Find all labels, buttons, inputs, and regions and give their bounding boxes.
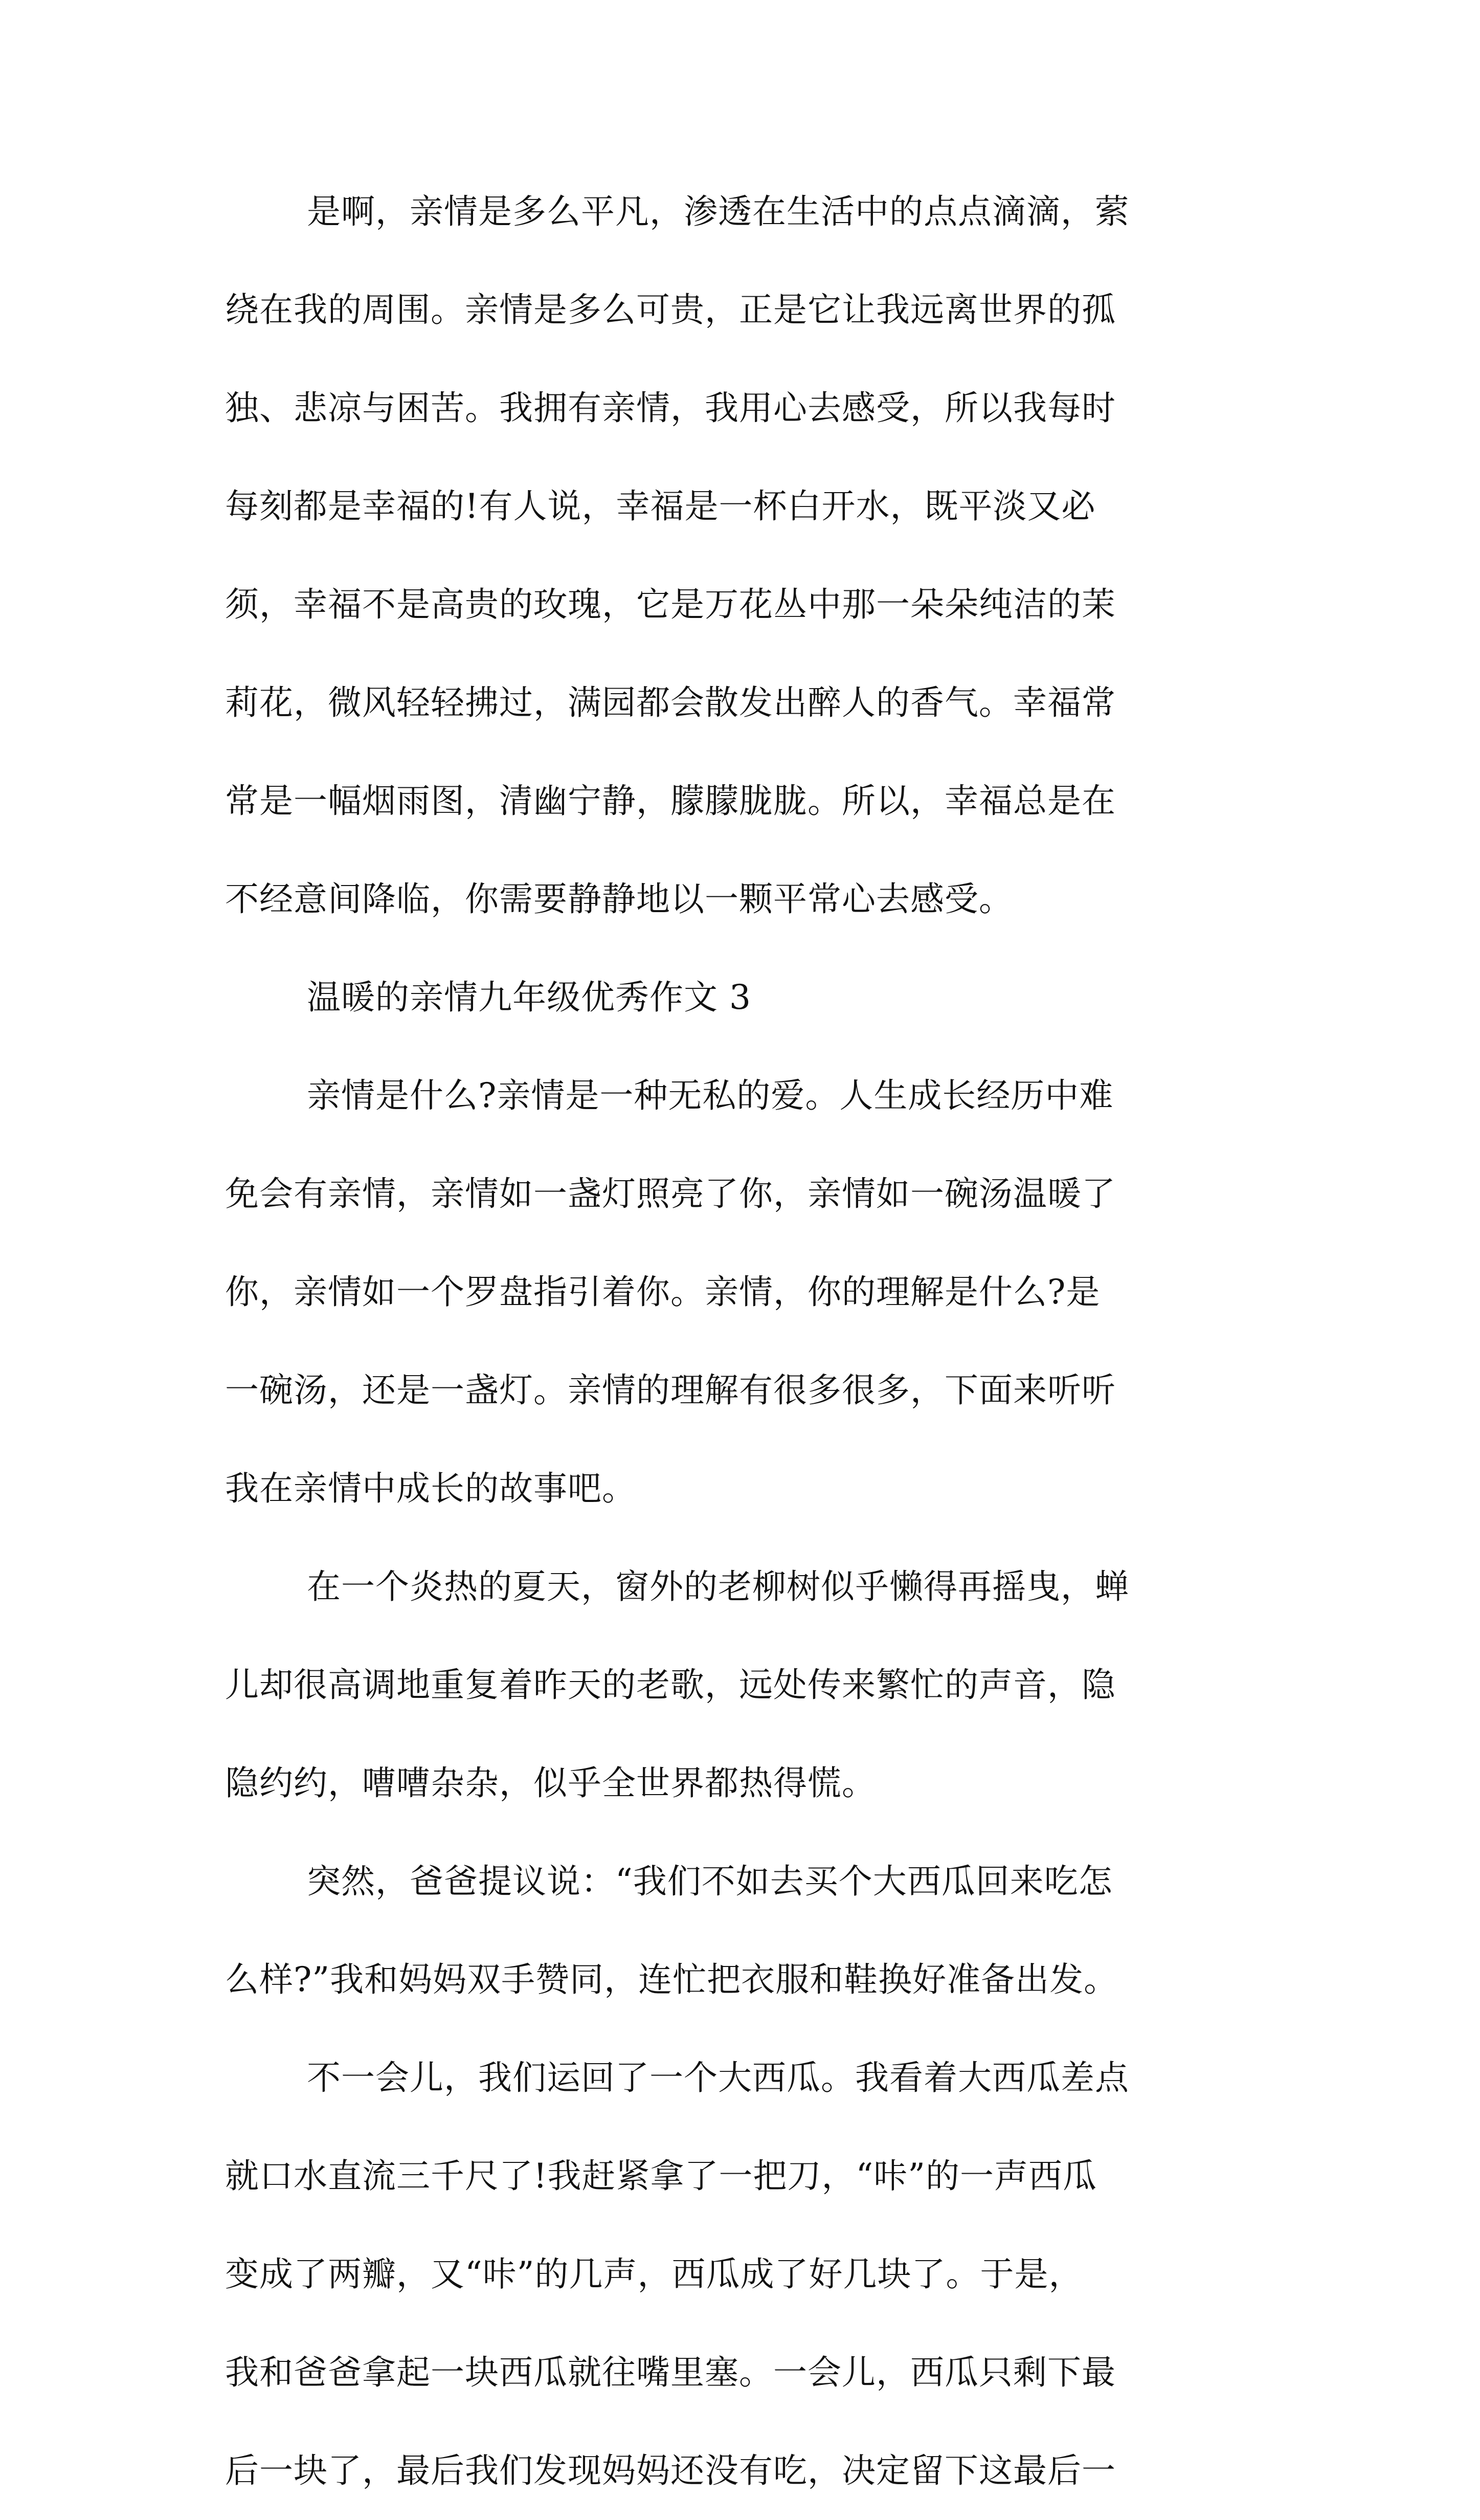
text-line: 亲情是什么?亲情是一种无私的爱。人生成长经历中难	[307, 1076, 1114, 1115]
document-body	[225, 163, 1268, 2520]
text-line: 是啊，亲情是多么平凡，渗透在生活中的点点滴滴，萦	[307, 192, 1129, 231]
text-line: 变成了两瓣，又“咔”的几声，西瓜成了好几块了。于是，	[225, 2254, 1083, 2294]
text-line: 绕在我的周围。亲情是多么可贵，正是它让我远离世界的孤	[225, 290, 1116, 329]
text-line: 须，幸福不是高贵的玫瑰，它是万花丛中那一朵朵纯洁的茉	[225, 585, 1116, 624]
text-line: 在一个炎热的夏天，窗外的老柳树似乎懒得再摇曳，蝉	[307, 1567, 1129, 1606]
text-line: 常是一幅烟雨图，清幽宁静，朦朦胧胧。所以，幸福总是在	[225, 781, 1116, 821]
text-line: 我和爸爸拿起一块西瓜就往嘴里塞。一会儿，西瓜只剩下最	[225, 2353, 1116, 2392]
text-line: 不一会儿，我们运回了一个大西瓜。我看着大西瓜差点	[307, 2058, 1129, 2097]
text-line: 么样?”我和妈妈双手赞同，连忙把衣服和鞋换好准备出发。	[225, 1960, 1118, 1999]
text-line: 莉花，微风轻轻拂过，满园都会散发出醉人的香气。幸福常	[225, 683, 1116, 722]
text-line: 儿却很高调地重复着昨天的老歌，远处传来繁忙的声音，隐	[225, 1665, 1116, 1705]
text-line: 免会有亲情，亲情如一盏灯照亮了你，亲情如一碗汤温暖了	[225, 1174, 1116, 1213]
text-line: 一碗汤，还是一盏灯。亲情的理解有很多很多，下面来听听	[225, 1370, 1116, 1410]
text-line: 隐约约，嘈嘈杂杂，似乎全世界都热得慌。	[225, 1763, 876, 1803]
text-line: 后一块了，最后我们发现妈妈还没有吃，决定留下这最后一	[225, 2451, 1116, 2490]
text-line: 突然，爸爸提议说：“我们不如去买个大西瓜回来吃怎	[307, 1862, 1113, 1901]
text-line: 你，亲情如一个罗盘指引着你。亲情，你的理解是什么?是	[225, 1272, 1101, 1312]
text-line: 就口水直流三千尺了!我赶紧拿了一把刀，“咔”的一声西瓜	[225, 2156, 1097, 2196]
text-line: 每刻都是幸福的!有人说，幸福是一杯白开水，既平淡又必	[225, 487, 1096, 526]
text-line: 我在亲情中成长的故事吧。	[225, 1469, 636, 1508]
section-heading: 温暖的亲情九年级优秀作文 3	[307, 978, 751, 1017]
text-line: 独、悲凉与困苦。我拥有亲情，我用心去感受，所以我每时	[225, 388, 1116, 428]
text-line: 不经意间降临，你需要静静地以一颗平常心去感受。	[225, 879, 1013, 919]
